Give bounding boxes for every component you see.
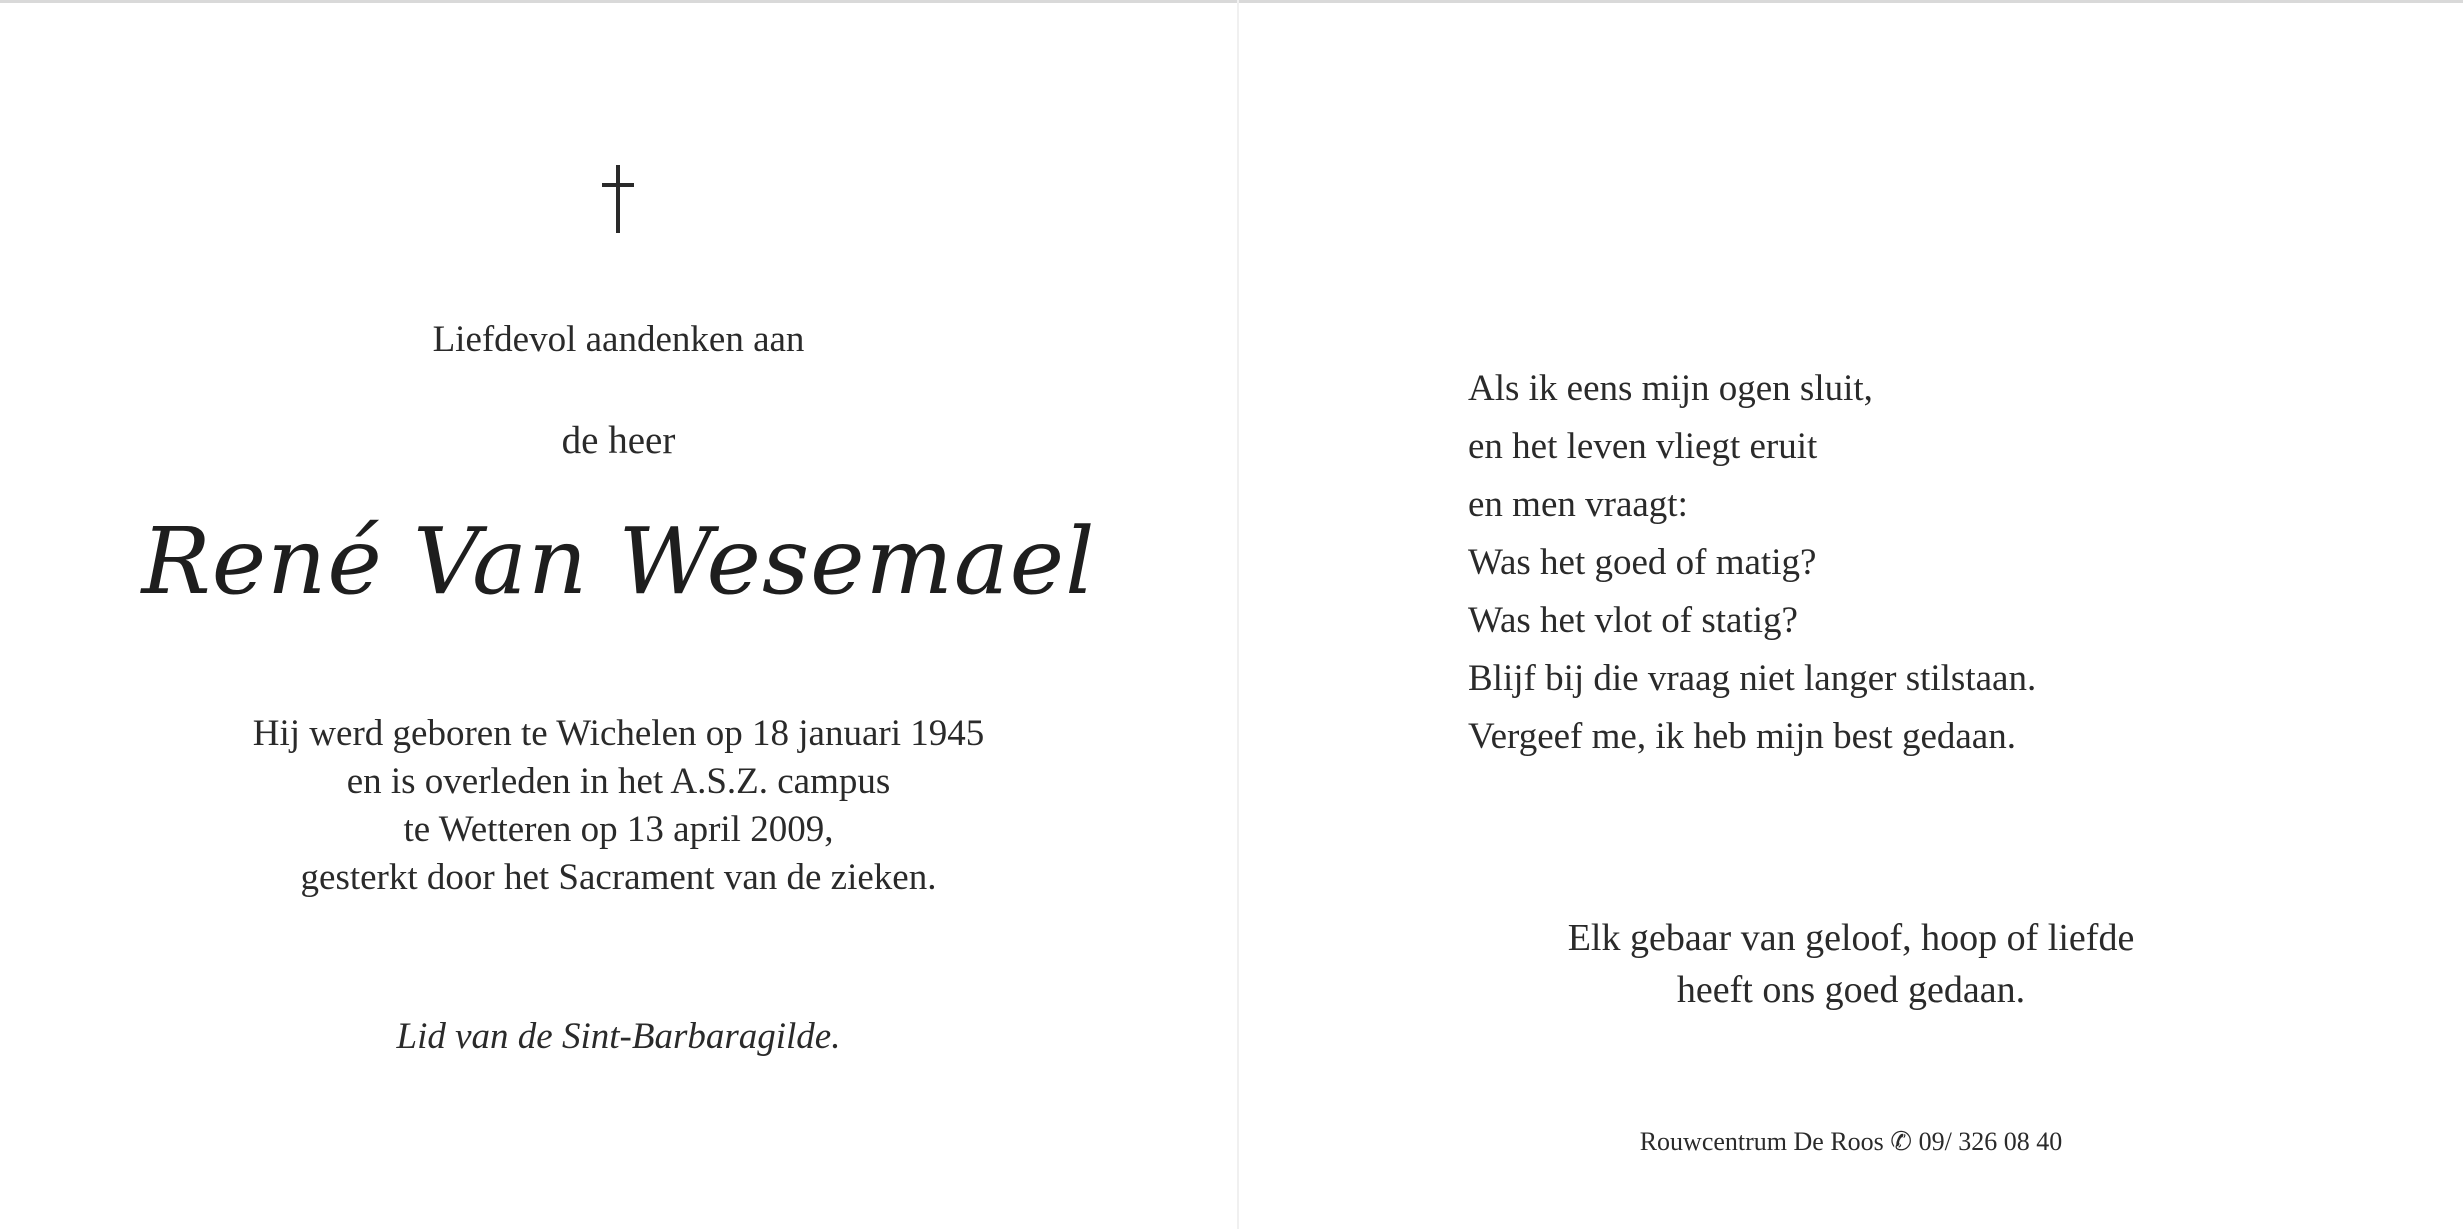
bio-line: Hij werd geboren te Wichelen op 18 januari 1945: [252, 713, 985, 754]
closing-line: Elk gebaar van geloof, hoop of liefde: [1567, 917, 2135, 959]
poem-line: en het leven vliegt eruit: [1468, 426, 1818, 467]
intro-text: Liefdevol aandenken aan: [432, 319, 805, 360]
poem-line: Als ik eens mijn ogen sluit,: [1468, 368, 1873, 409]
cross-icon: [594, 163, 642, 235]
poem-line: en men vraagt:: [1468, 484, 1688, 525]
closing-line: heeft ons goed gedaan.: [1676, 969, 2026, 1011]
poem-line: Was het vlot of statig?: [1468, 600, 1798, 641]
poem-line: Blijf bij die vraag niet langer stilstaan.: [1468, 658, 2037, 699]
funeral-home-contact: Rouwcentrum De Roos ✆ 09/ 326 08 40: [1639, 1127, 2063, 1156]
closing-verse: [1239, 912, 2463, 1016]
membership-text: Lid van de Sint-Barbaragilde.: [396, 1016, 841, 1057]
poem-line: Was het goed of matig?: [1468, 542, 1817, 583]
right-panel: [1239, 0, 2463, 1229]
honorific: de heer: [561, 419, 676, 462]
bio-line: gesterkt door het Sacrament van de zieken.: [300, 857, 937, 898]
bio-line: te Wetteren op 13 april 2009,: [403, 809, 834, 850]
poem-line: Vergeef me, ik heb mijn best gedaan.: [1468, 716, 2016, 757]
poem: [1468, 360, 2036, 766]
deceased-name: René Van Wesemael: [141, 508, 1096, 615]
bio-line: en is overleden in het A.S.Z. campus: [346, 761, 891, 802]
biography: [0, 710, 1237, 902]
